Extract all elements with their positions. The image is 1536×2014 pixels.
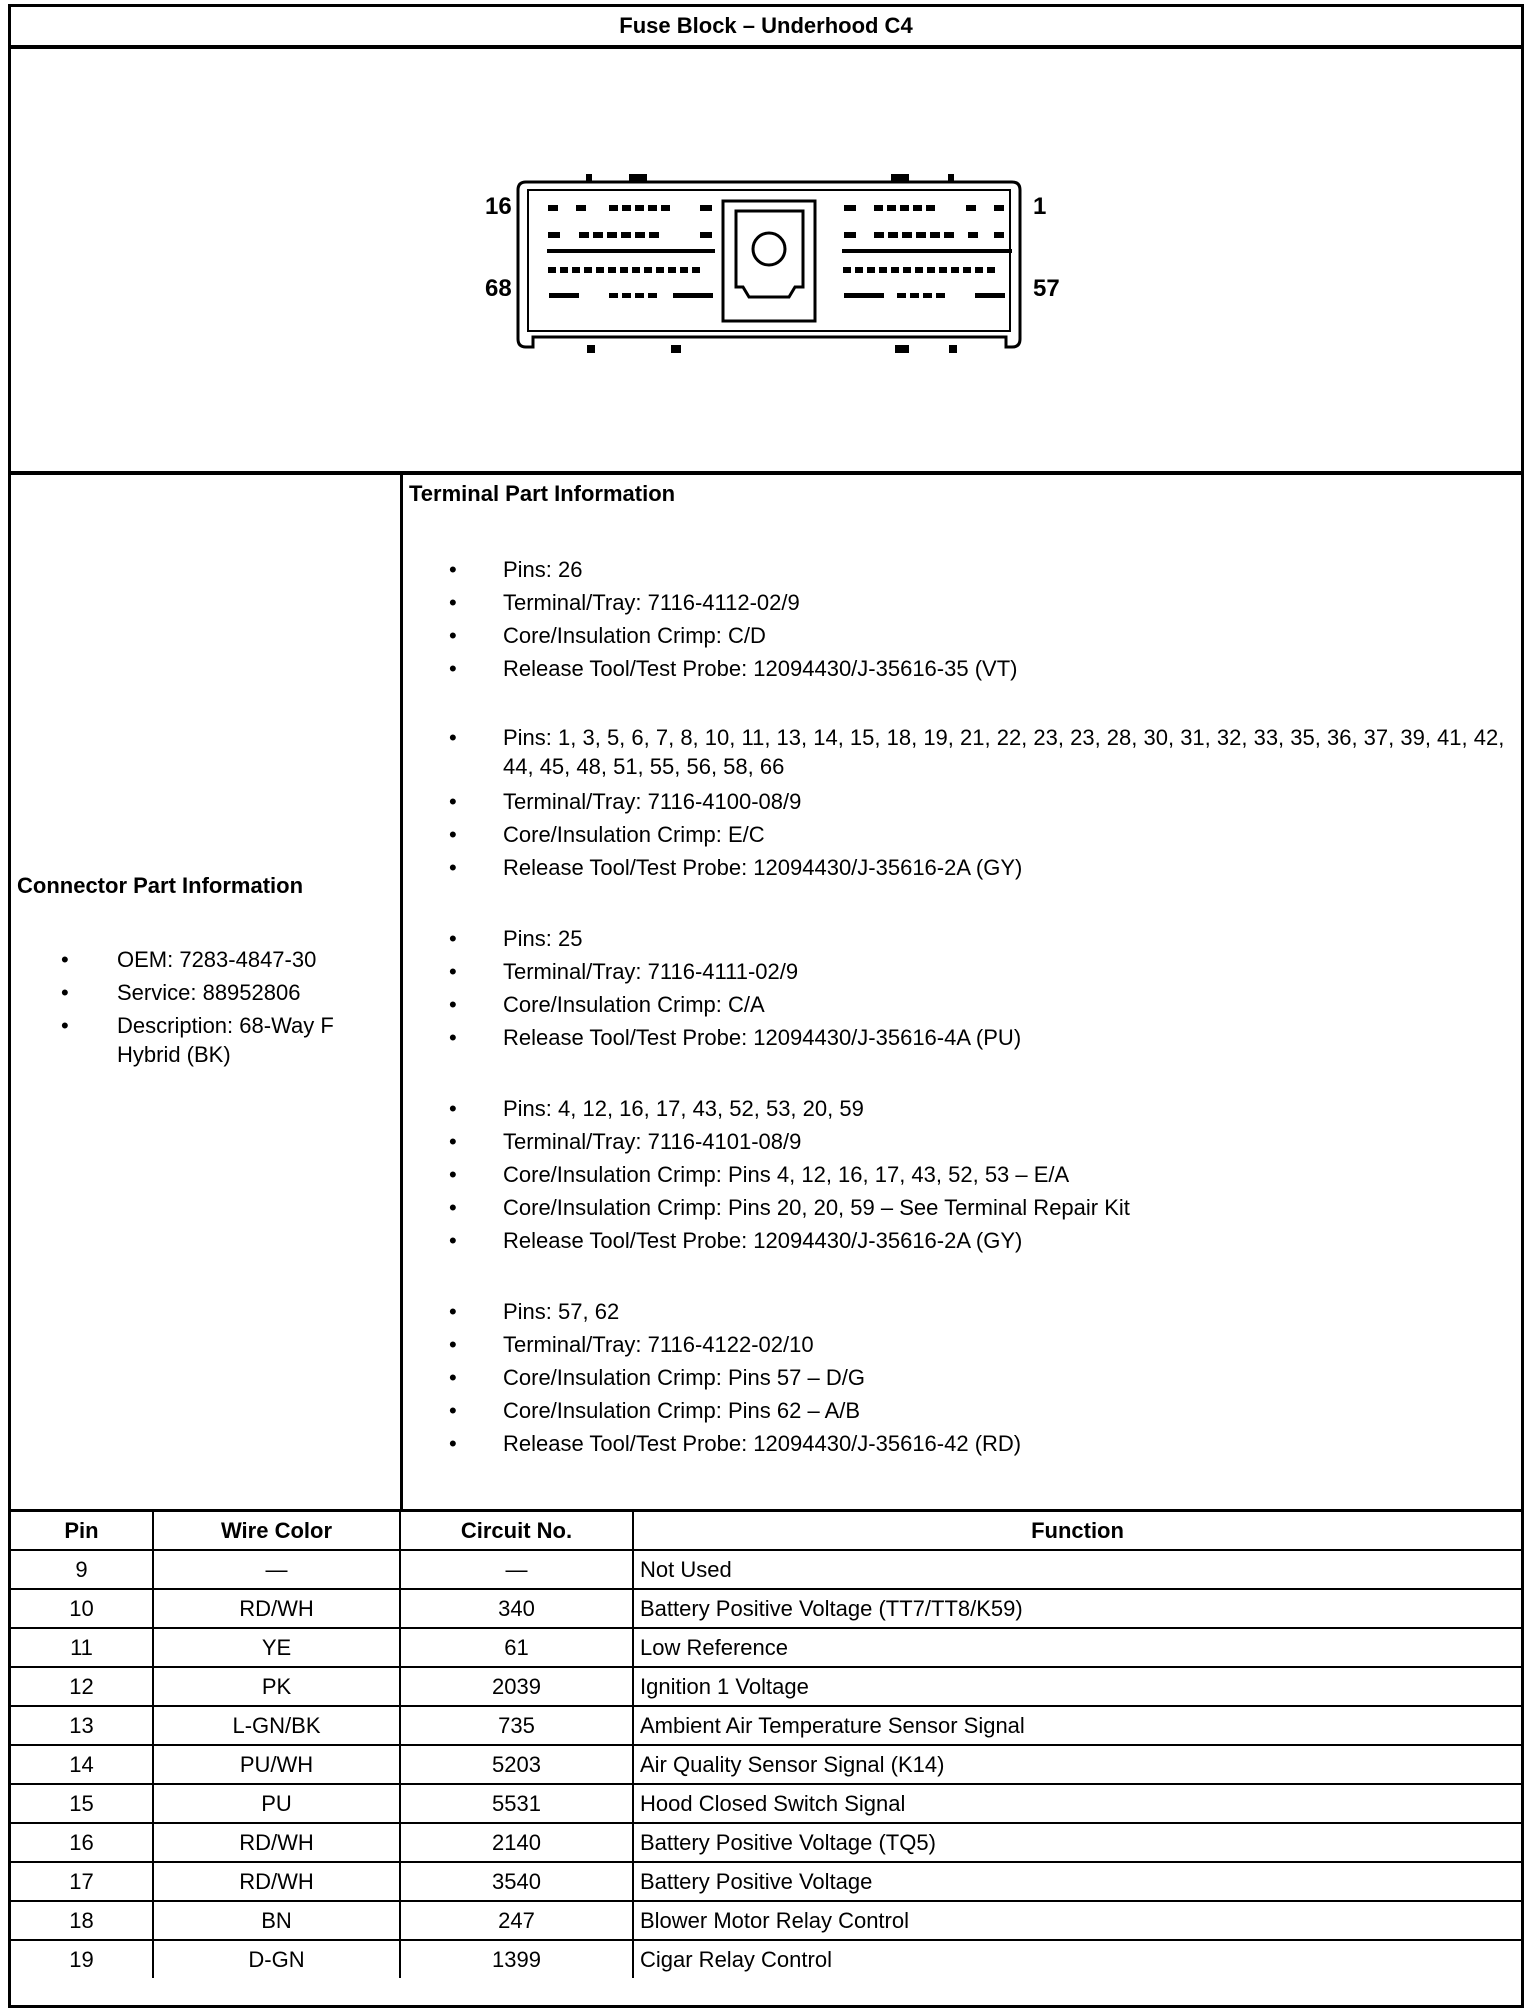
wire-color-cell: YE [153, 1628, 400, 1667]
terminal-cavity [608, 267, 616, 273]
connector-info-item: • Description: 68-Way F Hybrid (BK) [11, 1011, 391, 1069]
table-row [11, 1667, 1521, 1706]
function-cell: Ambient Air Temperature Sensor Signal [633, 1706, 1521, 1745]
circuit-cell: 735 [400, 1706, 633, 1745]
terminal-cavity [855, 267, 863, 273]
terminal-cavity [576, 205, 586, 211]
terminal-cavity [888, 232, 898, 238]
terminal-cavity [593, 232, 603, 238]
table-row [11, 1862, 1521, 1901]
function-cell: Blower Motor Relay Control [633, 1901, 1521, 1940]
terminal-item: • Pins: 25 [403, 922, 1513, 955]
pin-cell: 9 [11, 1550, 153, 1589]
terminal-item: • Core/Insulation Crimp: Pins 4, 12, 16, 17, 43, 52, 53 – E/A [403, 1158, 1513, 1191]
function-cell: Battery Positive Voltage [633, 1862, 1521, 1901]
terminal-cavities [547, 205, 1012, 298]
terminal-cavity [903, 267, 911, 273]
terminal-cavity [635, 205, 644, 211]
terminal-cavity [891, 267, 899, 273]
terminal-cavity [915, 267, 923, 273]
terminal-cavity [609, 205, 618, 211]
terminal-cavity [994, 232, 1004, 238]
terminal-item: • Release Tool/Test Probe: 12094430/J-35616-2A (GY) [403, 851, 1513, 884]
terminal-group [403, 1295, 1513, 1460]
function-cell: Battery Positive Voltage (TQ5) [633, 1823, 1521, 1862]
terminal-cavity [975, 293, 1005, 298]
pin-cell: 12 [11, 1667, 153, 1706]
center-latch-hole [753, 233, 785, 265]
terminal-cavity [844, 232, 856, 238]
header-circuit-no: Circuit No. [400, 1512, 633, 1550]
terminal-group [403, 922, 1513, 1054]
center-latch-body [736, 211, 803, 297]
terminal-cavity [700, 205, 712, 211]
wire-color-cell: PU [153, 1784, 400, 1823]
connector-info-item: • Service: 88952806 [11, 978, 391, 1007]
wire-color-cell: PU/WH [153, 1745, 400, 1784]
function-cell: Hood Closed Switch Signal [633, 1784, 1521, 1823]
terminal-item: • Release Tool/Test Probe: 12094430/J-35616-2A (GY) [403, 1224, 1513, 1257]
header-function: Function [633, 1512, 1521, 1550]
table-row [11, 1823, 1521, 1862]
terminal-cavity [668, 267, 676, 273]
terminal-cavity [926, 205, 935, 211]
terminal-cavity [874, 232, 884, 238]
terminal-cavity [549, 293, 579, 298]
header-wire-color: Wire Color [153, 1512, 400, 1550]
pin-cell: 11 [11, 1628, 153, 1667]
terminal-item: • Pins: 26 [403, 553, 1513, 586]
terminal-cavity [700, 232, 712, 238]
pin-label-bottom-right: 57 [1033, 275, 1060, 302]
terminal-cavity [596, 267, 604, 273]
pin-table [11, 1512, 1521, 1978]
pin-cell: 15 [11, 1784, 153, 1823]
wire-color-cell: PK [153, 1667, 400, 1706]
terminal-cavity [648, 205, 657, 211]
terminal-cavity [902, 232, 912, 238]
terminal-cavity [939, 267, 947, 273]
terminal-cavity [547, 249, 715, 253]
terminal-cavity [656, 267, 664, 273]
terminal-item: • Terminal/Tray: 7116-4112-02/9 [403, 586, 1513, 619]
terminal-item: • Core/Insulation Crimp: Pins 20, 20, 59 – See Terminal Repair Kit [403, 1191, 1513, 1224]
circuit-cell: 2140 [400, 1823, 633, 1862]
connector-sheet [8, 4, 1524, 2008]
terminal-cavity [897, 293, 906, 298]
terminal-item: • Terminal/Tray: 7116-4122-02/10 [403, 1328, 1513, 1361]
wire-color-cell: — [153, 1550, 400, 1589]
terminal-cavity [548, 232, 560, 238]
terminal-cavity [648, 293, 657, 298]
terminal-item: • Release Tool/Test Probe: 12094430/J-35616-4A (PU) [403, 1021, 1513, 1054]
terminal-cavity [673, 293, 713, 298]
table-row [11, 1628, 1521, 1667]
function-cell: Battery Positive Voltage (TT7/TT8/K59) [633, 1589, 1521, 1628]
terminal-item: • Pins: 57, 62 [403, 1295, 1513, 1328]
terminal-cavity [879, 267, 887, 273]
terminal-item: • Core/Insulation Crimp: Pins 62 – A/B [403, 1394, 1513, 1427]
terminal-cavity [644, 267, 652, 273]
terminal-item: • Release Tool/Test Probe: 12094430/J-35616-35 (VT) [403, 652, 1513, 685]
terminal-info-heading: Terminal Part Information [409, 481, 676, 506]
terminal-cavity [609, 293, 618, 298]
terminal-cavity [927, 267, 935, 273]
pin-cell: 18 [11, 1901, 153, 1940]
terminal-cavity [635, 232, 645, 238]
terminal-item: • Pins: 1, 3, 5, 6, 7, 8, 10, 11, 13, 14, 15, 18, 19, 21, 22, 23, 23, 28, 30, 31, 32, 33, 35, 36, 37, 39, 41, 42, 44, 45, 48, 51, 55, 56, 58, 66 [403, 723, 1513, 781]
terminal-cavity [620, 267, 628, 273]
terminal-cavity [944, 232, 954, 238]
table-row [11, 1589, 1521, 1628]
connector-diagram [11, 49, 1521, 475]
terminal-group [403, 553, 1513, 685]
pin-cell: 13 [11, 1706, 153, 1745]
function-cell: Not Used [633, 1550, 1521, 1589]
terminal-part-info [403, 475, 1521, 1509]
terminal-cavity [680, 267, 688, 273]
header-pin: Pin [11, 1512, 153, 1550]
terminal-cavity [579, 232, 589, 238]
terminal-item: • Core/Insulation Crimp: C/A [403, 988, 1513, 1021]
terminal-cavity [844, 205, 856, 211]
circuit-cell: 247 [400, 1901, 633, 1940]
terminal-cavity [661, 205, 670, 211]
table-row [11, 1745, 1521, 1784]
terminal-cavity [621, 232, 631, 238]
terminal-cavity [622, 293, 631, 298]
terminal-cavity [930, 232, 940, 238]
terminal-item: • Core/Insulation Crimp: Pins 57 – D/G [403, 1361, 1513, 1394]
table-row [11, 1784, 1521, 1823]
terminal-cavity [900, 205, 909, 211]
page-title: Fuse Block – Underhood C4 [11, 7, 1521, 49]
terminal-cavity [936, 293, 945, 298]
function-cell: Air Quality Sensor Signal (K14) [633, 1745, 1521, 1784]
wire-color-cell: D-GN [153, 1940, 400, 1978]
circuit-cell: 5531 [400, 1784, 633, 1823]
terminal-cavity [923, 293, 932, 298]
terminal-cavity [572, 267, 580, 273]
terminal-group [403, 723, 1513, 884]
pin-table-header [11, 1512, 1521, 1550]
terminal-groups [403, 553, 1513, 1498]
terminal-cavity [867, 267, 875, 273]
terminal-cavity [910, 293, 919, 298]
terminal-item: • Core/Insulation Crimp: E/C [403, 818, 1513, 851]
terminal-cavity [843, 267, 851, 273]
function-cell: Ignition 1 Voltage [633, 1667, 1521, 1706]
terminal-cavity [963, 267, 971, 273]
terminal-cavity [968, 232, 978, 238]
terminal-cavity [548, 267, 556, 273]
terminal-cavity [874, 205, 883, 211]
table-row [11, 1706, 1521, 1745]
function-cell: Low Reference [633, 1628, 1521, 1667]
table-row [11, 1550, 1521, 1589]
connector-part-info [11, 475, 403, 1509]
function-cell: Cigar Relay Control [633, 1940, 1521, 1978]
terminal-cavity [622, 205, 631, 211]
terminal-cavity [887, 205, 896, 211]
pin-label-bottom-left: 68 [485, 275, 512, 302]
pin-cell: 10 [11, 1589, 153, 1628]
terminal-item: • Pins: 4, 12, 16, 17, 43, 52, 53, 20, 59 [403, 1092, 1513, 1125]
connector-face-drawing [11, 49, 1521, 471]
terminal-cavity [951, 267, 959, 273]
terminal-cavity [913, 205, 922, 211]
terminal-cavity [842, 249, 1012, 253]
circuit-cell: 3540 [400, 1862, 633, 1901]
terminal-cavity [692, 267, 700, 273]
terminal-item: • Terminal/Tray: 7116-4101-08/9 [403, 1125, 1513, 1158]
pin-cell: 16 [11, 1823, 153, 1862]
pin-cell: 19 [11, 1940, 153, 1978]
terminal-cavity [916, 232, 926, 238]
terminal-cavity [844, 293, 884, 298]
circuit-cell: 340 [400, 1589, 633, 1628]
wire-color-cell: RD/WH [153, 1862, 400, 1901]
part-information [11, 475, 1521, 1512]
connector-latch-tab [949, 345, 957, 353]
terminal-group [403, 1092, 1513, 1257]
terminal-item: • Core/Insulation Crimp: C/D [403, 619, 1513, 652]
circuit-cell: — [400, 1550, 633, 1589]
terminal-cavity [966, 205, 976, 211]
terminal-item: • Terminal/Tray: 7116-4111-02/9 [403, 955, 1513, 988]
terminal-cavity [649, 232, 659, 238]
terminal-item: • Release Tool/Test Probe: 12094430/J-35616-42 (RD) [403, 1427, 1513, 1460]
connector-latch-tab [895, 345, 909, 353]
pin-label-top-right: 1 [1033, 193, 1047, 220]
terminal-cavity [584, 267, 592, 273]
terminal-cavity [548, 205, 558, 211]
pin-label-top-left: 16 [485, 193, 512, 220]
circuit-cell: 5203 [400, 1745, 633, 1784]
terminal-cavity [975, 267, 983, 273]
connector-info-item: • OEM: 7283-4847-30 [11, 945, 391, 974]
terminal-item: • Terminal/Tray: 7116-4100-08/9 [403, 785, 1513, 818]
pin-cell: 17 [11, 1862, 153, 1901]
circuit-cell: 2039 [400, 1667, 633, 1706]
wire-color-cell: L-GN/BK [153, 1706, 400, 1745]
circuit-cell: 1399 [400, 1940, 633, 1978]
connector-latch-tab [671, 345, 681, 353]
terminal-cavity [635, 293, 644, 298]
connector-info-list [11, 945, 391, 1073]
table-row [11, 1940, 1521, 1978]
connector-info-heading: Connector Part Information [17, 873, 304, 898]
connector-latch-tab [587, 345, 595, 353]
terminal-cavity [560, 267, 568, 273]
wire-color-cell: RD/WH [153, 1589, 400, 1628]
circuit-cell: 61 [400, 1628, 633, 1667]
wire-color-cell: BN [153, 1901, 400, 1940]
terminal-cavity [632, 267, 640, 273]
pin-cell: 14 [11, 1745, 153, 1784]
terminal-cavity [987, 267, 995, 273]
table-row [11, 1901, 1521, 1940]
terminal-cavity [607, 232, 617, 238]
terminal-cavity [994, 205, 1004, 211]
wire-color-cell: RD/WH [153, 1823, 400, 1862]
